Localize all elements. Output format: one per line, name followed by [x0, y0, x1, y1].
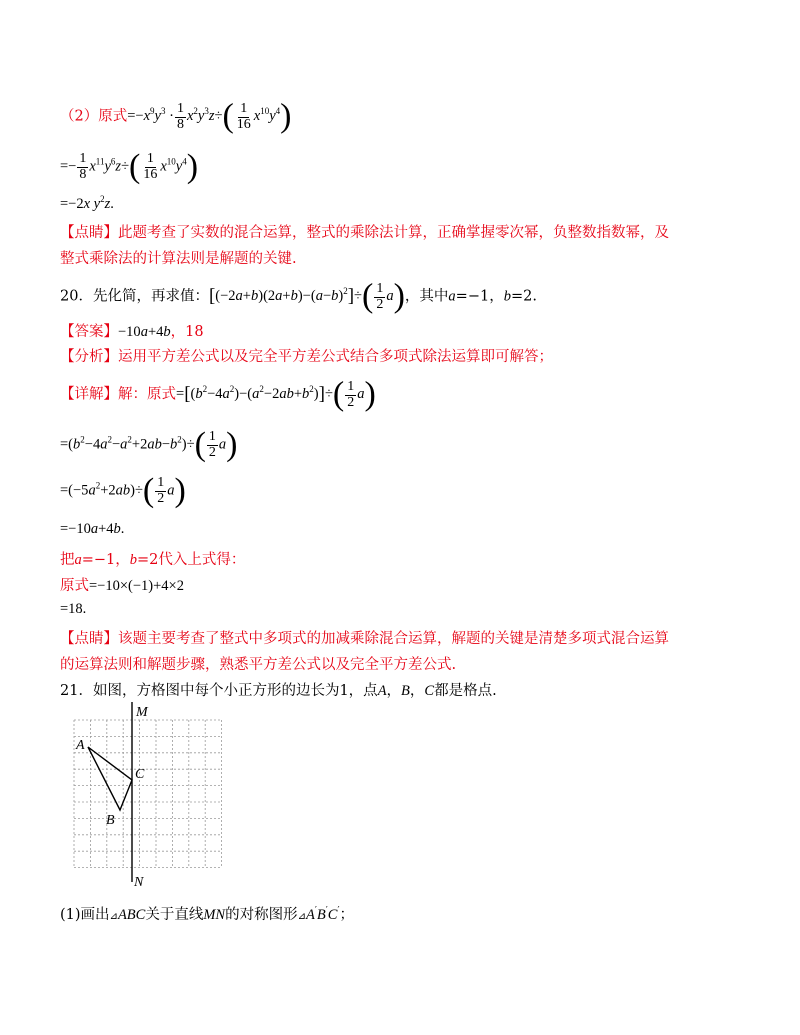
grid-lines [74, 720, 222, 868]
part2-step1: =− $\frac{1}{8}$ $x^{11}y^6z\div$( $\frac{1}{16}$ $x^{10}y^4$) [60, 148, 199, 185]
label-a: A [76, 738, 85, 753]
grid-figure [70, 700, 230, 888]
part2-step2: =−2x $y^2z$. [60, 194, 114, 212]
triangle-abc [88, 747, 132, 810]
detail20-result: =18. [60, 601, 87, 617]
analysis20: 【分析】运用平方差公式以及完全平方差公式结合多项式除法运算即可解答； [60, 349, 553, 365]
comment20-line2: 的运算法则和解题步骤，熟悉平方差公式以及完全平方差公式. [60, 657, 457, 673]
q21-question: 21．如图，方格图中每个小正方形的边长为1，点A，B，C都是格点. [60, 683, 497, 699]
detail20-substitute: 把a=−1，b=2代入上式得： [60, 552, 246, 568]
label-c: C [135, 767, 145, 782]
detail20-calc [60, 574, 184, 595]
detail20-lead: 【详解】解：原式$=[(b^2-4a^2)-(a^2-2ab+b^2)]\div$( $\frac{1}{2}$ a) [60, 376, 376, 413]
q21-part1: (1)画出⊿ABC关于直线MN的对称图形⊿A′B′C′； [60, 906, 354, 923]
label-b: B [106, 813, 115, 828]
detail20-calc-lead: 原式 [60, 578, 89, 594]
part2-label: （2）原式 [60, 108, 128, 125]
comment20-line1: 【点睛】该题主要考查了整式中多项式的加减乘除混合运算，解题的关键是清楚多项式混合运算 [60, 631, 669, 647]
comment19-line1: 【点睛】此题考查了实数的混合运算，整式的乘除法计算，正确掌握零次幂，负整数指数幂，及 [60, 225, 669, 241]
label-m: M [136, 705, 148, 720]
detail20-calc-expr: =−10×(−1)+4×2 [89, 578, 184, 594]
detail20-step4: =−10a+4b. [60, 521, 125, 537]
label-n: N [134, 875, 144, 888]
part2-line: （2）原式$=-x^9y^3$ · $\frac{1}{8}$ $x^2y^3z\div$( $\frac{1}{16}$ $x^{10}y^4$) [60, 98, 292, 135]
q20-question: 20．先化简，再求值：$[(-2a+b)(2a+b)-(a-b)^2]\div$( $\frac{1}{2}$ a)，其中a=−1，b=2. [60, 278, 537, 315]
detail20-step3: $=(-5a^2+2ab)\div$( $\frac{1}{2}$ a) [60, 472, 186, 509]
q20-prefix: 20．先化简，再求值： [60, 288, 209, 305]
detail20-step2: $=(b^2-4a^2-a^2+2ab-b^2)\div$( $\frac{1}{2}$ a) [60, 426, 238, 463]
detail20-tag: 【详解】 [60, 386, 118, 403]
comment19-line2: 整式乘除法的计算法则是解题的关键. [60, 251, 297, 267]
answer20: 【答案】−10a+4b，18 [60, 324, 204, 340]
